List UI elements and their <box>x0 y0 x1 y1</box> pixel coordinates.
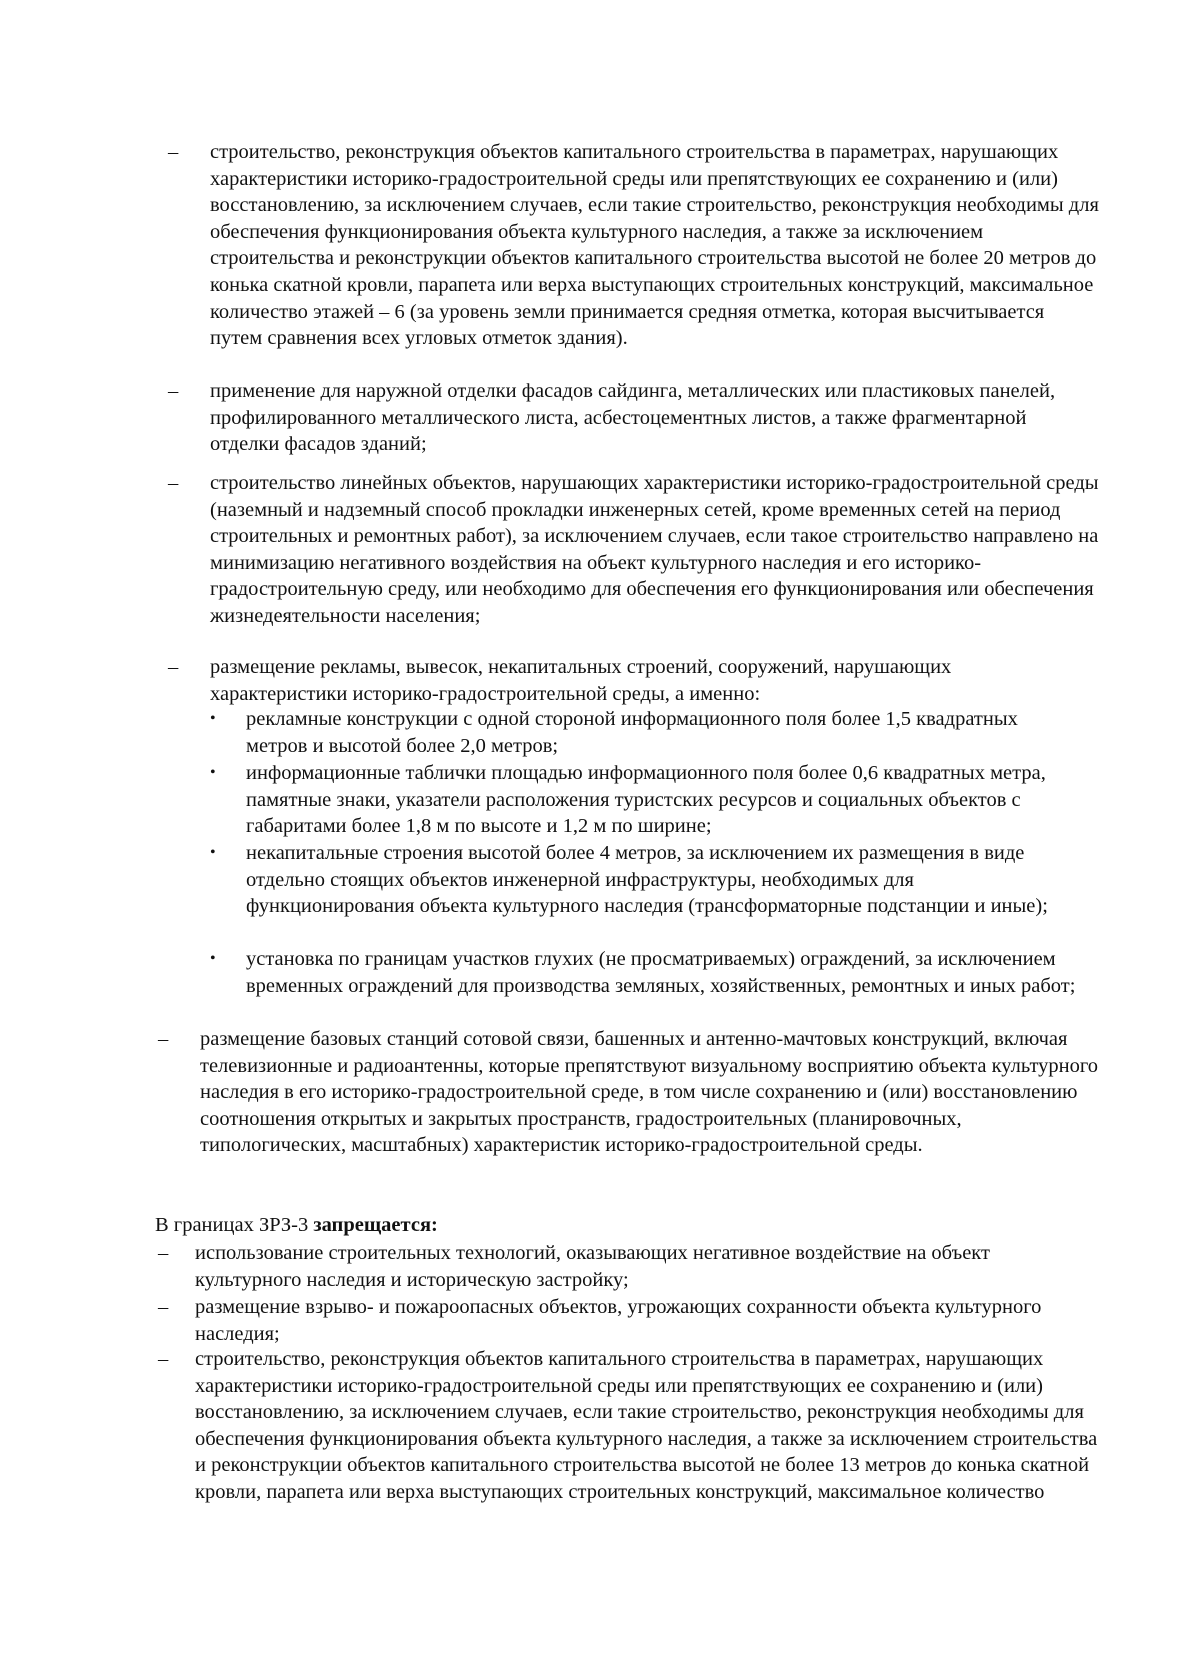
dash-marker: – <box>168 380 179 402</box>
bullet-item-text: информационные таблички площадью информационного поля более 0,6 квадратных метра, памятные знаки, указатели расположения туристских ресурсов и социальных объектов с габаритами более 1,8 м по высоте и 1,2 м по ширине; <box>246 762 1046 838</box>
dash-marker: – <box>168 472 179 494</box>
bullet-marker: • <box>210 710 216 727</box>
bullet-marker: • <box>210 764 216 781</box>
list-item-text: размещение взрыво- и пожароопасных объектов, угрожающих сохранности объекта культурного наследия; <box>195 1296 1042 1345</box>
heading-bold: запрещается: <box>313 1214 438 1236</box>
bullet-item-text: рекламные конструкции с одной стороной информационного поля более 1,5 квадратных метров и высотой более 2,0 метров; <box>246 708 1018 757</box>
list-item-text: строительство, реконструкция объектов капитального строительства в параметрах, нарушающих характеристики историко-градостроительной среды или препятствующих ее сохранению и (или) восстановлению, за исключением случаев, если такие строительство, реконструкция необходимы для обеспечения функционирования объекта культурного наследия, а также за исключением строительства и реконструкции объектов капитального строительства высотой не более 20 метров до конька скатной кровли, парапета или верха выступающих строительных конструкций, максимальное количество этажей – 6 (за уровень земли принимается средняя отметка, которая высчитывается путем сравнения всех угловых отметок здания). <box>210 141 1099 350</box>
bullet-marker: • <box>210 950 216 967</box>
dash-marker: – <box>158 1348 169 1370</box>
dash-marker: – <box>158 1028 169 1050</box>
dash-marker: – <box>158 1296 169 1318</box>
bullet-marker: • <box>210 844 216 861</box>
list-item-text: строительство, реконструкция объектов капитального строительства в параметрах, нарушающих характеристики историко-градостроительной среды или препятствующих ее сохранению и (или) восстановлению, за исключением случаев, если такие строительство, реконструкция необходимы для обеспечения функционирования объекта культурного наследия, а также за исключением строительства и реконструкции объектов капитального строительства высотой не более 13 метров до конька скатной кровли, парапета или верха выступающих строительных конструкций, максимальное количество <box>195 1348 1098 1503</box>
dash-marker: – <box>158 1242 169 1264</box>
bullet-item-text: некапитальные строения высотой более 4 метров, за исключением их размещения в виде отдельно стоящих объектов инженерной инфраструктуры, необходимых для функционирования объекта культурного наследия (трансформаторные подстанции и иные); <box>246 842 1048 918</box>
list-item-text: размещение базовых станций сотовой связи, башенных и антенно-мачтовых конструкций, включая телевизионные и радиоантенны, которые препятствуют визуальному восприятию объекта культурного наследия в его историко-градостроительной среде, в том числе сохранению и (или) восстановлению соотношения открытых и закрытых пространств, градостроительных (планировочных, типологических, масштабных) характеристик историко-градостроительной среды. <box>200 1028 1098 1157</box>
heading-prefix: В границах ЗРЗ-3 <box>155 1214 314 1236</box>
section-heading <box>155 1212 1105 1239</box>
list-item-text: использование строительных технологий, оказывающих негативное воздействие на объект культурного наследия и историческую застройку; <box>195 1242 990 1291</box>
list-item-text: строительство линейных объектов, нарушающих характеристики историко-градостроительной среды (наземный и надземный способ прокладки инженерных сетей, кроме временных сетей на период строительных и ремонтных работ), за исключением случаев, если такое строительство направлено на минимизацию негативного воздействия на объект культурного наследия и его историко-градостроительную среду, или необходимо для обеспечения его функционирования или обеспечения жизнедеятельности населения; <box>210 472 1099 627</box>
list-item-text: размещение рекламы, вывесок, некапитальных строений, сооружений, нарушающих характеристики историко-градостроительной среды, а именно: <box>210 656 952 705</box>
dash-marker: – <box>168 141 179 163</box>
bullet-item-text: установка по границам участков глухих (не просматриваемых) ограждений, за исключением временных ограждений для производства земляных, хозяйственных, ремонтных и иных работ; <box>246 948 1076 997</box>
dash-marker: – <box>168 656 179 678</box>
list-item-text: применение для наружной отделки фасадов сайдинга, металлических или пластиковых панелей, профилированного металлического листа, асбестоцементных листов, а также фрагментарной отделки фасадов зданий; <box>210 380 1056 456</box>
